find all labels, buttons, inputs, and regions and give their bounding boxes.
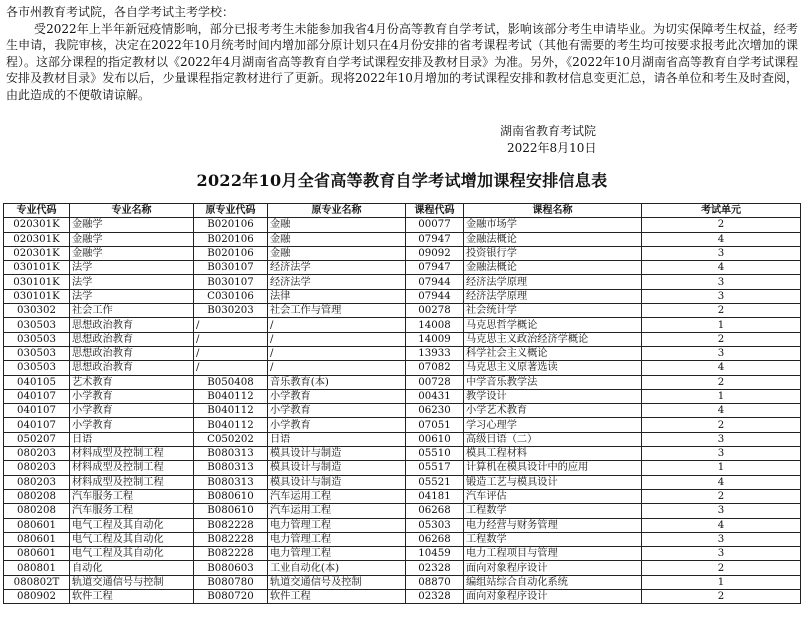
cell-major-name: 日语: [70, 432, 194, 446]
cell-original-major-code: /: [194, 332, 268, 346]
cell-course-code: 00077: [406, 218, 464, 232]
table-row: [4, 389, 801, 403]
table-row: [4, 475, 801, 489]
cell-original-major-name: 汽车运用工程: [268, 489, 406, 503]
cell-major-name: 软件工程: [70, 590, 194, 604]
cell-course-code: 04181: [406, 489, 464, 503]
cell-major-name: 法学: [70, 275, 194, 289]
table-row: [4, 361, 801, 375]
cell-original-major-code: B020106: [194, 218, 268, 232]
cell-major-code: 030101K: [4, 261, 70, 275]
table-row: [4, 232, 801, 246]
table-row: [4, 575, 801, 589]
table-title: 2022年10月全省高等教育自学考试增加课程安排信息表: [196, 171, 608, 190]
cell-original-major-name: 经济法学: [268, 261, 406, 275]
cell-exam-unit: 2: [642, 218, 801, 232]
cell-major-name: 思想政治教育: [70, 361, 194, 375]
cell-major-code: 020301K: [4, 218, 70, 232]
issuing-organization: 湖南省教育考试院: [500, 124, 597, 138]
cell-course-name: 编组站综合自动化系统: [464, 575, 642, 589]
cell-exam-unit: 4: [642, 475, 801, 489]
cell-original-major-name: 软件工程: [268, 590, 406, 604]
cell-original-major-name: 金融: [268, 232, 406, 246]
cell-exam-unit: 2: [642, 590, 801, 604]
cell-original-major-name: 小学教育: [268, 418, 406, 432]
cell-major-code: 030101K: [4, 275, 70, 289]
table-row: [4, 275, 801, 289]
cell-exam-unit: 3: [642, 447, 801, 461]
cell-major-name: 法学: [70, 289, 194, 303]
cell-exam-unit: 2: [642, 304, 801, 318]
cell-course-code: 07947: [406, 232, 464, 246]
table-row: [4, 461, 801, 475]
cell-major-code: 040107: [4, 389, 70, 403]
cell-major-name: 金融学: [70, 246, 194, 260]
course-schedule-table: [3, 203, 801, 604]
cell-exam-unit: 2: [642, 418, 801, 432]
cell-major-code: 080208: [4, 504, 70, 518]
cell-major-code: 020301K: [4, 232, 70, 246]
cell-original-major-name: 模具设计与制造: [268, 461, 406, 475]
table-row: [4, 261, 801, 275]
cell-course-name: 模具工程材料: [464, 447, 642, 461]
cell-original-major-code: /: [194, 361, 268, 375]
table-row: [4, 375, 801, 389]
cell-course-name: 社会统计学: [464, 304, 642, 318]
cell-original-major-name: 电力管理工程: [268, 547, 406, 561]
table-row: [4, 590, 801, 604]
cell-course-name: 锻造工艺与模具设计: [464, 475, 642, 489]
cell-original-major-code: B050408: [194, 375, 268, 389]
cell-exam-unit: 4: [642, 361, 801, 375]
cell-major-code: 080203: [4, 475, 70, 489]
cell-course-code: 07082: [406, 361, 464, 375]
cell-major-name: 材料成型及控制工程: [70, 475, 194, 489]
notice-body: 受2022年上半年新冠疫情影响，部分已报考考生未能参加我省4月份高等教育自学考试，影响该部分考生申请毕业。为切实保障考生权益，经考生申请，我院审核，决定在2022年10月统考时间内增加部分原计划只在4月份安排的省考课程考试（其他有需要的考生均可按要求报考此次增加的课程）。这部分课程的指定教材以《2022年4月湖南省高等教育自学考试课程安排及教材目录》为准。另外，《2022年10月湖南省高等教育自学考试课程安排及教材目录》发布以后，少量课程指定教材进行了更新。现将2022年10月增加的考试课程安排和教材信息变更汇总，请各单位和考生及时查阅，由此造成的不便敬请谅解。: [6, 21, 798, 102]
cell-course-code: 06268: [406, 504, 464, 518]
cell-course-name: 经济法学原理: [464, 275, 642, 289]
table-row: [4, 346, 801, 360]
cell-original-major-code: B082228: [194, 532, 268, 546]
salutation: 各市州教育考试院，各自学考试主考学校：: [6, 5, 235, 19]
cell-major-name: 艺术教育: [70, 375, 194, 389]
cell-original-major-name: /: [268, 318, 406, 332]
cell-major-code: 080902: [4, 590, 70, 604]
cell-course-code: 00610: [406, 432, 464, 446]
cell-original-major-name: 音乐教育(本): [268, 375, 406, 389]
table-header-row: [4, 204, 801, 218]
table-row: [4, 289, 801, 303]
cell-exam-unit: 4: [642, 518, 801, 532]
cell-major-name: 汽车服务工程: [70, 489, 194, 503]
cell-course-code: 00728: [406, 375, 464, 389]
cell-course-code: 05521: [406, 475, 464, 489]
cell-course-code: 13933: [406, 346, 464, 360]
cell-major-code: 030503: [4, 318, 70, 332]
cell-original-major-code: B040112: [194, 389, 268, 403]
cell-course-name: 电力工程项目与管理: [464, 547, 642, 561]
cell-course-name: 面向对象程序设计: [464, 590, 642, 604]
cell-original-major-code: B030107: [194, 275, 268, 289]
cell-original-major-code: B030203: [194, 304, 268, 318]
header-exam-unit: 考试单元: [642, 204, 801, 218]
cell-course-name: 电力经营与财务管理: [464, 518, 642, 532]
header-major-name: 专业名称: [70, 204, 194, 218]
cell-major-name: 小学教育: [70, 389, 194, 403]
table-row: [4, 504, 801, 518]
cell-major-name: 电气工程及其自动化: [70, 518, 194, 532]
cell-course-code: 06230: [406, 404, 464, 418]
table-row: [4, 547, 801, 561]
cell-major-code: 030101K: [4, 289, 70, 303]
cell-original-major-code: /: [194, 318, 268, 332]
cell-course-code: 05517: [406, 461, 464, 475]
cell-exam-unit: 4: [642, 261, 801, 275]
table-row: [4, 418, 801, 432]
cell-course-code: 07051: [406, 418, 464, 432]
cell-course-code: 09092: [406, 246, 464, 260]
cell-course-name: 金融法概论: [464, 232, 642, 246]
cell-exam-unit: 2: [642, 375, 801, 389]
cell-course-name: 学习心理学: [464, 418, 642, 432]
cell-course-name: 科学社会主义概论: [464, 346, 642, 360]
cell-course-code: 05510: [406, 447, 464, 461]
table-row: [4, 432, 801, 446]
cell-course-name: 中学音乐教学法: [464, 375, 642, 389]
cell-major-code: 040107: [4, 418, 70, 432]
cell-major-name: 汽车服务工程: [70, 504, 194, 518]
cell-original-major-name: 法律: [268, 289, 406, 303]
cell-original-major-name: 社会工作与管理: [268, 304, 406, 318]
cell-exam-unit: 1: [642, 461, 801, 475]
table-row: [4, 246, 801, 260]
cell-course-name: 经济法学原理: [464, 289, 642, 303]
issue-date: 2022年8月10日: [507, 141, 597, 155]
cell-original-major-name: 电力管理工程: [268, 518, 406, 532]
cell-major-name: 金融学: [70, 218, 194, 232]
cell-original-major-name: 日语: [268, 432, 406, 446]
table-body: [4, 218, 801, 604]
cell-exam-unit: 3: [642, 289, 801, 303]
cell-course-code: 07947: [406, 261, 464, 275]
cell-major-code: 080802T: [4, 575, 70, 589]
cell-original-major-name: 模具设计与制造: [268, 475, 406, 489]
cell-major-name: 小学教育: [70, 418, 194, 432]
cell-original-major-name: /: [268, 346, 406, 360]
cell-original-major-name: 小学教育: [268, 389, 406, 403]
cell-major-name: 思想政治教育: [70, 332, 194, 346]
cell-original-major-code: B080720: [194, 590, 268, 604]
cell-exam-unit: 3: [642, 246, 801, 260]
cell-original-major-code: B020106: [194, 232, 268, 246]
cell-major-name: 社会工作: [70, 304, 194, 318]
cell-major-code: 080203: [4, 461, 70, 475]
cell-course-code: 14008: [406, 318, 464, 332]
cell-exam-unit: 3: [642, 547, 801, 561]
cell-course-code: 06268: [406, 532, 464, 546]
cell-original-major-code: B082228: [194, 547, 268, 561]
cell-course-name: 工程数学: [464, 504, 642, 518]
cell-original-major-name: 模具设计与制造: [268, 447, 406, 461]
cell-exam-unit: 1: [642, 575, 801, 589]
cell-course-name: 小学艺术教育: [464, 404, 642, 418]
cell-original-major-name: /: [268, 361, 406, 375]
table-row: [4, 218, 801, 232]
cell-original-major-code: B040112: [194, 404, 268, 418]
cell-course-name: 面向对象程序设计: [464, 561, 642, 575]
table-row: [4, 561, 801, 575]
cell-original-major-name: 轨道交通信号及控制: [268, 575, 406, 589]
cell-major-name: 法学: [70, 261, 194, 275]
header-course-code: 课程代码: [406, 204, 464, 218]
cell-course-code: 05303: [406, 518, 464, 532]
cell-original-major-code: B082228: [194, 518, 268, 532]
table-row: [4, 518, 801, 532]
cell-major-code: 040105: [4, 375, 70, 389]
header-major-code: 专业代码: [4, 204, 70, 218]
cell-course-code: 07944: [406, 275, 464, 289]
cell-original-major-name: 小学教育: [268, 404, 406, 418]
cell-exam-unit: 3: [642, 432, 801, 446]
cell-exam-unit: 4: [642, 404, 801, 418]
cell-major-name: 材料成型及控制工程: [70, 461, 194, 475]
cell-major-code: 080203: [4, 447, 70, 461]
cell-original-major-code: B080603: [194, 561, 268, 575]
cell-original-major-code: B080780: [194, 575, 268, 589]
cell-course-code: 02328: [406, 561, 464, 575]
cell-course-name: 金融法概论: [464, 261, 642, 275]
table-row: [4, 404, 801, 418]
cell-major-name: 材料成型及控制工程: [70, 447, 194, 461]
cell-course-name: 马克思主义原著选读: [464, 361, 642, 375]
cell-course-code: 07944: [406, 289, 464, 303]
cell-original-major-code: B080610: [194, 504, 268, 518]
cell-major-code: 080208: [4, 489, 70, 503]
cell-course-name: 马克思主义政治经济学概论: [464, 332, 642, 346]
cell-major-code: 080601: [4, 547, 70, 561]
cell-course-name: 金融市场学: [464, 218, 642, 232]
cell-major-name: 思想政治教育: [70, 318, 194, 332]
cell-exam-unit: 1: [642, 389, 801, 403]
table-row: [4, 318, 801, 332]
cell-original-major-name: 电力管理工程: [268, 532, 406, 546]
cell-original-major-code: B030107: [194, 261, 268, 275]
cell-course-code: 00431: [406, 389, 464, 403]
cell-exam-unit: 2: [642, 489, 801, 503]
cell-course-name: 计算机在模具设计中的应用: [464, 461, 642, 475]
cell-original-major-code: /: [194, 346, 268, 360]
table-row: [4, 447, 801, 461]
cell-exam-unit: 2: [642, 561, 801, 575]
cell-exam-unit: 3: [642, 504, 801, 518]
cell-exam-unit: 3: [642, 275, 801, 289]
cell-original-major-code: B020106: [194, 246, 268, 260]
cell-major-code: 020301K: [4, 246, 70, 260]
header-original-major-name: 原专业名称: [268, 204, 406, 218]
cell-major-name: 小学教育: [70, 404, 194, 418]
cell-original-major-code: C050202: [194, 432, 268, 446]
table-row: [4, 332, 801, 346]
cell-original-major-name: 经济法学: [268, 275, 406, 289]
header-original-major-code: 原专业代码: [194, 204, 268, 218]
cell-major-code: 030503: [4, 361, 70, 375]
cell-major-name: 轨道交通信号与控制: [70, 575, 194, 589]
cell-major-code: 030503: [4, 332, 70, 346]
cell-exam-unit: 1: [642, 318, 801, 332]
cell-original-major-name: /: [268, 332, 406, 346]
table-row: [4, 532, 801, 546]
cell-course-name: 马克思哲学概论: [464, 318, 642, 332]
cell-course-name: 高级日语（二）: [464, 432, 642, 446]
cell-major-code: 050207: [4, 432, 70, 446]
cell-original-major-code: B080313: [194, 461, 268, 475]
cell-major-name: 金融学: [70, 232, 194, 246]
cell-course-name: 工程数学: [464, 532, 642, 546]
cell-original-major-code: B080313: [194, 475, 268, 489]
cell-course-code: 08870: [406, 575, 464, 589]
table-row: [4, 489, 801, 503]
cell-exam-unit: 3: [642, 532, 801, 546]
cell-course-code: 10459: [406, 547, 464, 561]
cell-major-code: 080601: [4, 532, 70, 546]
cell-original-major-code: B080610: [194, 489, 268, 503]
cell-exam-unit: 4: [642, 232, 801, 246]
cell-original-major-name: 汽车运用工程: [268, 504, 406, 518]
cell-course-name: 投资银行学: [464, 246, 642, 260]
cell-original-major-code: C030106: [194, 289, 268, 303]
cell-major-code: 080801: [4, 561, 70, 575]
cell-course-code: 14009: [406, 332, 464, 346]
table-row: [4, 304, 801, 318]
notice: [6, 4, 798, 103]
header-course-name: 课程名称: [464, 204, 642, 218]
cell-major-name: 电气工程及其自动化: [70, 532, 194, 546]
cell-exam-unit: 2: [642, 332, 801, 346]
cell-original-major-name: 工业自动化(本): [268, 561, 406, 575]
cell-major-name: 电气工程及其自动化: [70, 547, 194, 561]
cell-exam-unit: 3: [642, 346, 801, 360]
cell-course-name: 汽车评估: [464, 489, 642, 503]
cell-major-code: 030503: [4, 346, 70, 360]
cell-major-code: 080601: [4, 518, 70, 532]
cell-major-code: 040107: [4, 404, 70, 418]
cell-original-major-code: B080313: [194, 447, 268, 461]
cell-course-code: 00278: [406, 304, 464, 318]
cell-original-major-code: B040112: [194, 418, 268, 432]
cell-course-code: 02328: [406, 590, 464, 604]
cell-course-name: 教学设计: [464, 389, 642, 403]
cell-original-major-name: 金融: [268, 246, 406, 260]
cell-major-code: 030302: [4, 304, 70, 318]
cell-major-name: 思想政治教育: [70, 346, 194, 360]
cell-major-name: 自动化: [70, 561, 194, 575]
cell-original-major-name: 金融: [268, 218, 406, 232]
